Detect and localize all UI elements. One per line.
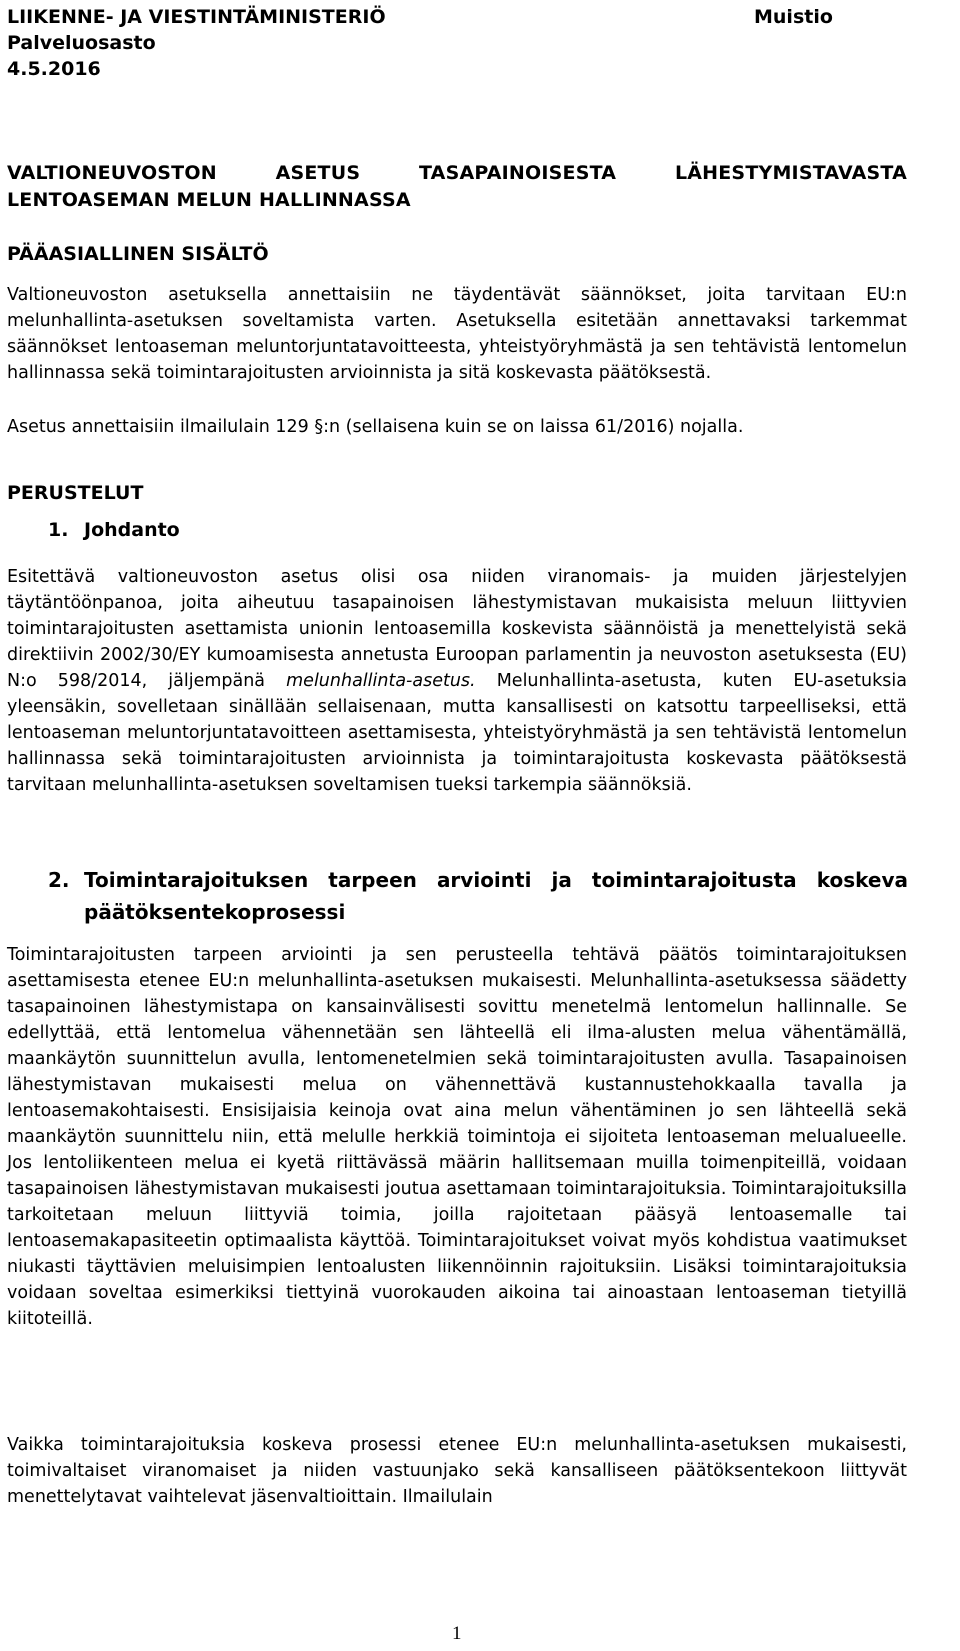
rationale-heading: PERUSTELUT xyxy=(7,482,144,504)
department-name: Palveluosasto xyxy=(7,32,156,54)
italic-term: melunhallinta-asetus. xyxy=(286,671,476,691)
section-2-heading xyxy=(48,864,908,928)
section-1-text-start: Esitettävä valtioneuvoston asetus olisi osa niiden viranomais- ja muiden järjestelyjen täytäntöönpanoa, joita aiheutuu tasapainoisen lähestymistavan mukaisista meluun liittyvien toimintarajoitusten asettamista unionin lentoasemilla koskevista säännöistä ja menettelyistä sekä direktiivin 2002/30/EY kumoamisesta annetusta Euroopan parlamentin ja neuvoston asetuksesta (EU) N:o 598/2014, jäljempänä xyxy=(7,567,907,691)
section-2-paragraph-2: Vaikka toimintarajoituksia koskeva prosessi etenee EU:n melunhallinta-asetuksen mukaisesti, toimivaltaiset viranomaiset ja niiden vastuunjako sekä kansalliseen päätöksentekoon liittyvät menettelytavat vaihtelevat jäsenvaltioittain. Ilmailulain xyxy=(7,1435,907,1507)
page-number: 1 xyxy=(452,1623,462,1644)
document-date: 4.5.2016 xyxy=(7,58,101,80)
section-2-number: 2. xyxy=(48,868,70,892)
section-2-title: Toimintarajoituksen tarpeen arviointi ja toimintarajoitusta koskeva päätöksentekoprosessi xyxy=(84,868,908,924)
section-1-text-end: Melunhallinta-asetusta, kuten EU-asetuksia yleensäkin, sovelletaan sinällään sellaisenaan, mutta kansallisesti on katsottu tarpeelliseksi, että lentoaseman meluntorjuntatavoitteen asettamisesta, yhteistyöryhmästä ja sen tehtävistä lentomelun hallinnassa sekä toimintarajoitusten arvioinnista ja toimintarajoitusta koskevasta päätöksestä tarvitaan melunhallinta-asetuksen soveltamisen tueksi tarkempia säännöksiä. xyxy=(7,671,907,795)
document-title: VALTIONEUVOSTON ASETUS TASAPAINOISESTA LÄHESTYMISTAVASTA LENTOASEMAN MELUN HALLINNASSA xyxy=(7,162,907,211)
ministry-name: LIIKENNE- JA VIESTINTÄMINISTERIÖ xyxy=(7,6,386,28)
document-type: Muistio xyxy=(754,6,833,28)
summary-paragraph: Valtioneuvoston asetuksella annettaisiin ne täydentävät säännökset, joita tarvitaan EU:n melunhallinta-asetuksen soveltamista varten. Asetuksella esitetään annettavaksi tarkemmat säännökset lentoaseman meluntorjuntatavoitteesta, yhteistyöryhmästä ja sen tehtävistä lentomelun hallinnassa sekä toimintarajoitusten arvioinnista ja sitä koskevasta päätöksestä. xyxy=(7,285,907,383)
summary-heading: PÄÄASIALLINEN SISÄLTÖ xyxy=(7,243,269,265)
legal-basis-paragraph: Asetus annettaisiin ilmailulain 129 §:n (sellaisena kuin se on laissa 61/2016) nojalla. xyxy=(7,417,744,437)
section-2-paragraph-1: Toimintarajoitusten tarpeen arviointi ja sen perusteella tehtävä päätös toimintarajoituksen asettamisesta etenee EU:n melunhallinta-asetuksen mukaisesti. Melunhallinta-asetuksessa säädetty tasapainoinen lähestymistapa on kansainvälisesti sovittu menetelmä lentomelun hallinnalle. Se edellyttää, että lentomelua vähennetään sen lähteellä eli ilma-alusten melua vähentämällä, maankäytön suunnittelun avulla, lentomenetelmien sekä toimintarajoitusten avulla. Tasapainoisen lähestymistavan mukaisesti melua on vähennettävä kustannustehokkaalla tavalla ja lentoasemakohtaisesti. Ensisijaisia keinoja ovat aina melun vähentäminen jo sen lähteellä sekä maankäytön suunnittelu niin, että melulle herkkiä toimintoja ei sijoiteta lentoaseman melualueelle. Jos lentoliikenteen melua ei kyetä riittävässä määrin hallitsemaan muilla toimenpiteillä, voidaan tasapainoisen lähestymistavan mukaisesti joutua asettamaan toimintarajoituksia. Toimintarajoituksilla tarkoitetaan meluun liittyviä toimia, joilla rajoitetaan pääsyä lentoasemalle tai lentoasemakapasiteetin optimaalista käyttöä. Toimintarajoitukset voivat myös kohdistua vaatimukset niukasti täyttävien meluisimpien lentoalusten liikennöinnin rajoituksiin. Lisäksi toimintarajoituksia voidaan soveltaa esimerkiksi tiettyinä vuorokauden aikoina tai ainoastaan lentoaseman tietyillä kiitoteillä. xyxy=(7,945,907,1329)
section-1-paragraph xyxy=(7,564,907,798)
section-1-title: Johdanto xyxy=(84,519,180,541)
section-1-number: 1. xyxy=(48,519,69,541)
